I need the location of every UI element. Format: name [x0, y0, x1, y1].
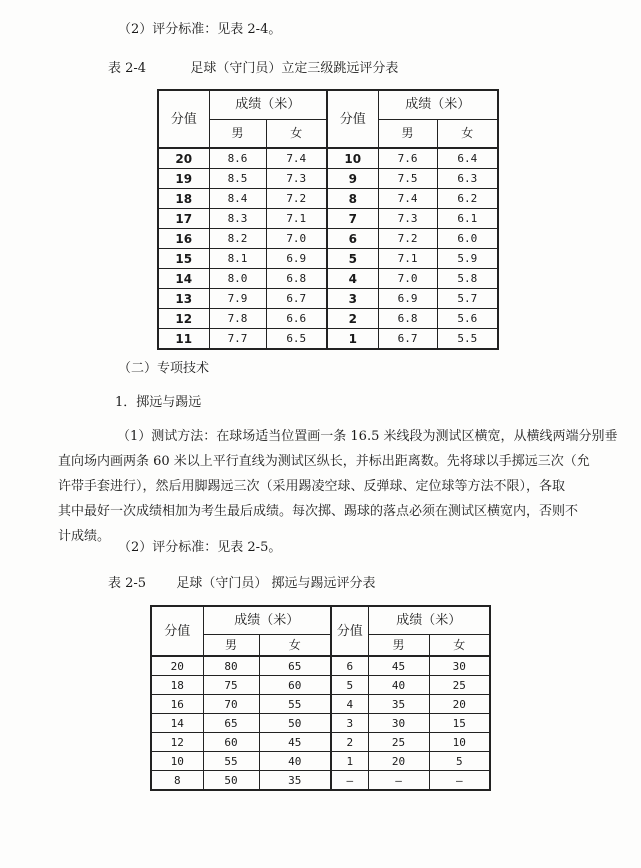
table-row [151, 656, 490, 676]
male-value-cell: 50 [203, 771, 259, 791]
paragraph-line: 计成绩。 [58, 529, 111, 544]
male-value-cell: 60 [203, 733, 259, 752]
table-2-5 [150, 605, 491, 791]
table-row [158, 189, 498, 209]
male-value-cell: 25 [368, 733, 429, 752]
header-result: 成绩（米） [368, 606, 490, 634]
male-value-cell: 7.2 [378, 229, 437, 249]
score-cell: 6 [327, 229, 378, 249]
table-row [158, 229, 498, 249]
male-value-cell: 7.8 [209, 309, 266, 329]
table-row [158, 309, 498, 329]
header-result: 成绩（米） [209, 90, 327, 119]
header-female: 女 [429, 634, 490, 656]
header-female: 女 [259, 634, 331, 656]
female-value-cell: 7.3 [266, 169, 327, 189]
table-row [158, 148, 498, 169]
criteria-line-2-5: （2）评分标准：见表 2-5。 [118, 540, 282, 555]
score-cell: 18 [158, 189, 209, 209]
score-cell: 10 [151, 752, 203, 771]
score-cell: 8 [327, 189, 378, 209]
male-value-cell: 75 [203, 676, 259, 695]
score-cell: 4 [327, 269, 378, 289]
score-cell: 18 [151, 676, 203, 695]
score-cell: 19 [158, 169, 209, 189]
female-value-cell: 55 [259, 695, 331, 714]
male-value-cell: 8.2 [209, 229, 266, 249]
male-value-cell: 7.1 [378, 249, 437, 269]
female-value-cell: 6.2 [437, 189, 498, 209]
female-value-cell: 60 [259, 676, 331, 695]
score-cell: 2 [331, 733, 368, 752]
male-value-cell: 35 [368, 695, 429, 714]
score-cell: 14 [158, 269, 209, 289]
score-cell: 10 [327, 148, 378, 169]
score-cell: — [331, 771, 368, 791]
male-value-cell: 45 [368, 656, 429, 676]
male-value-cell: 7.0 [378, 269, 437, 289]
score-cell: 15 [158, 249, 209, 269]
paragraph-line: （1）测试方法：在球场适当位置画一条 16.5 米线段为测试区横宽，从横线两端分别垂 [117, 429, 618, 444]
male-value-cell: 8.0 [209, 269, 266, 289]
female-value-cell: 25 [429, 676, 490, 695]
header-male: 男 [203, 634, 259, 656]
header-male: 男 [378, 119, 437, 148]
table-row [158, 269, 498, 289]
female-value-cell: 7.1 [266, 209, 327, 229]
table-row [151, 752, 490, 771]
male-value-cell: 8.6 [209, 148, 266, 169]
female-value-cell: 50 [259, 714, 331, 733]
female-value-cell: — [429, 771, 490, 791]
table-caption-title: 足球（守门员） 掷远与踢远评分表 [176, 576, 376, 591]
score-cell: 16 [158, 229, 209, 249]
table-2-5-caption [108, 576, 376, 592]
male-value-cell: 8.5 [209, 169, 266, 189]
item-heading: 1．掷远与踢远 [115, 395, 202, 410]
header-male: 男 [209, 119, 266, 148]
female-value-cell: 6.1 [437, 209, 498, 229]
table-row [151, 733, 490, 752]
score-cell: 3 [327, 289, 378, 309]
male-value-cell: 70 [203, 695, 259, 714]
male-value-cell: 8.1 [209, 249, 266, 269]
female-value-cell: 5.6 [437, 309, 498, 329]
score-cell: 12 [151, 733, 203, 752]
female-value-cell: 45 [259, 733, 331, 752]
male-value-cell: 6.8 [378, 309, 437, 329]
male-value-cell: 55 [203, 752, 259, 771]
score-cell: 13 [158, 289, 209, 309]
header-score: 分值 [151, 606, 203, 656]
female-value-cell: 6.4 [437, 148, 498, 169]
score-cell: 4 [331, 695, 368, 714]
score-cell: 2 [327, 309, 378, 329]
female-value-cell: 65 [259, 656, 331, 676]
criteria-line-2-4: （2）评分标准：见表 2-4。 [118, 22, 282, 37]
male-value-cell: 80 [203, 656, 259, 676]
female-value-cell: 5.7 [437, 289, 498, 309]
paragraph-line: 直向场内画两条 60 米以上平行直线为测试区纵长，并标出距离数。先将球以手掷远三次（允 [58, 454, 590, 469]
test-method-paragraph [58, 424, 617, 549]
score-cell: 12 [158, 309, 209, 329]
table-caption-title: 足球（守门员）立定三级跳远评分表 [190, 61, 399, 76]
female-value-cell: 6.8 [266, 269, 327, 289]
score-cell: 3 [331, 714, 368, 733]
male-value-cell: 40 [368, 676, 429, 695]
header-score: 分值 [331, 606, 368, 656]
male-value-cell: 20 [368, 752, 429, 771]
male-value-cell: 7.3 [378, 209, 437, 229]
score-cell: 11 [158, 329, 209, 350]
female-value-cell: 6.0 [437, 229, 498, 249]
table-row [158, 249, 498, 269]
score-cell: 14 [151, 714, 203, 733]
table-caption-number: 表 2-5 [108, 576, 147, 591]
table-row [158, 209, 498, 229]
female-value-cell: 6.7 [266, 289, 327, 309]
table-row [158, 329, 498, 350]
male-value-cell: 6.9 [378, 289, 437, 309]
table-row [151, 676, 490, 695]
table-row [151, 771, 490, 791]
section-heading: （二）专项技术 [118, 361, 210, 376]
male-value-cell: 7.9 [209, 289, 266, 309]
male-value-cell: 7.4 [378, 189, 437, 209]
score-cell: 16 [151, 695, 203, 714]
female-value-cell: 5.5 [437, 329, 498, 350]
score-cell: 6 [331, 656, 368, 676]
paragraph-line: 其中最好一次成绩相加为考生最后成绩。每次掷、踢球的落点必须在测试区横宽内，否则不 [58, 504, 579, 519]
table-row [151, 695, 490, 714]
female-value-cell: 7.0 [266, 229, 327, 249]
table-caption-number: 表 2-4 [108, 61, 147, 76]
female-value-cell: 40 [259, 752, 331, 771]
female-value-cell: 35 [259, 771, 331, 791]
female-value-cell: 15 [429, 714, 490, 733]
header-result: 成绩（米） [378, 90, 498, 119]
female-value-cell: 6.5 [266, 329, 327, 350]
female-value-cell: 6.6 [266, 309, 327, 329]
male-value-cell: 7.7 [209, 329, 266, 350]
male-value-cell: 30 [368, 714, 429, 733]
score-cell: 7 [327, 209, 378, 229]
female-value-cell: 6.9 [266, 249, 327, 269]
female-value-cell: 7.4 [266, 148, 327, 169]
score-cell: 20 [158, 148, 209, 169]
table-2-4-caption [108, 61, 398, 77]
female-value-cell: 5 [429, 752, 490, 771]
female-value-cell: 10 [429, 733, 490, 752]
table-row [151, 714, 490, 733]
score-cell: 20 [151, 656, 203, 676]
male-value-cell: 7.5 [378, 169, 437, 189]
header-score: 分值 [158, 90, 209, 148]
female-value-cell: 7.2 [266, 189, 327, 209]
score-cell: 5 [331, 676, 368, 695]
table-2-4 [157, 89, 499, 350]
header-score: 分值 [327, 90, 378, 148]
score-cell: 8 [151, 771, 203, 791]
score-cell: 1 [327, 329, 378, 350]
male-value-cell: 65 [203, 714, 259, 733]
score-cell: 5 [327, 249, 378, 269]
female-value-cell: 20 [429, 695, 490, 714]
table-row [158, 289, 498, 309]
female-value-cell: 5.9 [437, 249, 498, 269]
male-value-cell: — [368, 771, 429, 791]
female-value-cell: 5.8 [437, 269, 498, 289]
female-value-cell: 30 [429, 656, 490, 676]
paragraph-line: 许带手套进行），然后用脚踢远三次（采用踢凌空球、反弹球、定位球等方法不限），各取 [58, 479, 566, 494]
header-female: 女 [437, 119, 498, 148]
score-cell: 17 [158, 209, 209, 229]
header-result: 成绩（米） [203, 606, 331, 634]
male-value-cell: 6.7 [378, 329, 437, 350]
score-cell: 9 [327, 169, 378, 189]
score-cell: 1 [331, 752, 368, 771]
male-value-cell: 8.4 [209, 189, 266, 209]
header-female: 女 [266, 119, 327, 148]
female-value-cell: 6.3 [437, 169, 498, 189]
table-row [158, 169, 498, 189]
male-value-cell: 8.3 [209, 209, 266, 229]
male-value-cell: 7.6 [378, 148, 437, 169]
header-male: 男 [368, 634, 429, 656]
